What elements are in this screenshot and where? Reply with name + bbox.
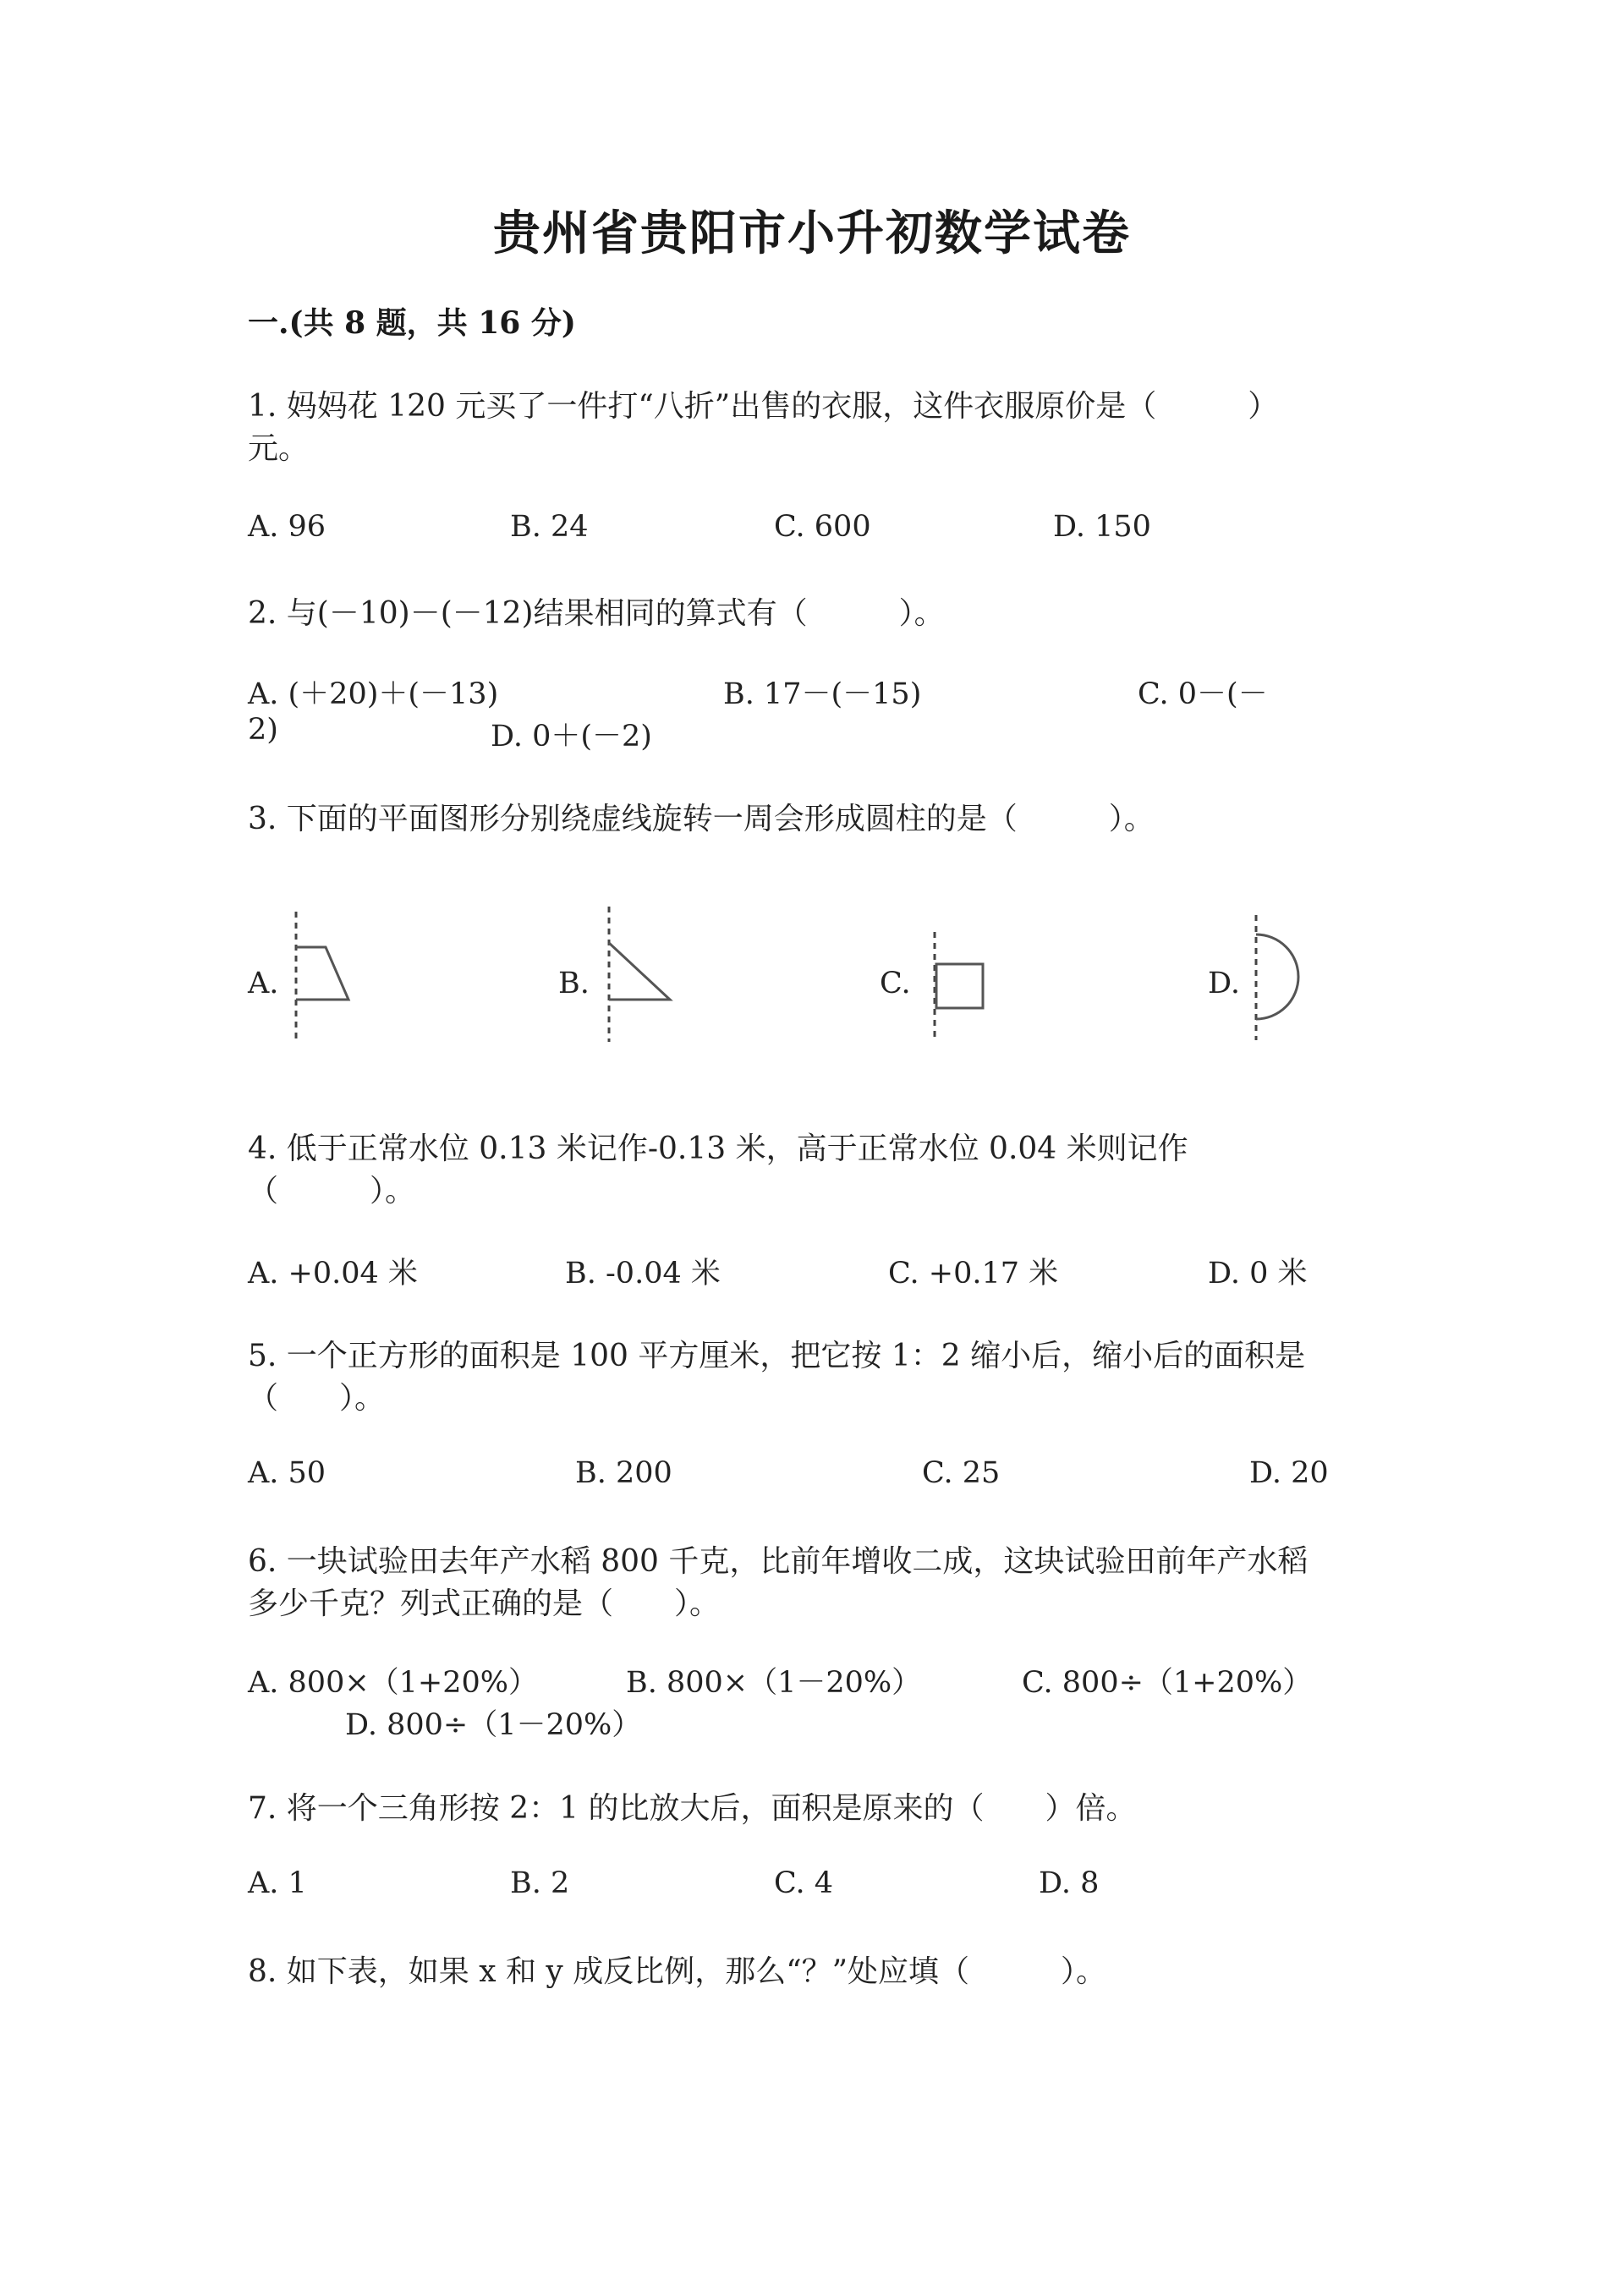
question-7-option-c[interactable]: C. 4 xyxy=(774,1866,834,1900)
figure-rectangle xyxy=(918,905,1036,1049)
question-4-option-a[interactable]: A. +0.04 米 xyxy=(248,1257,418,1290)
question-1-option-c[interactable]: C. 600 xyxy=(774,510,871,544)
figure-semicircle xyxy=(1237,905,1356,1049)
question-2-option-d[interactable]: D. 0＋(－2) xyxy=(491,720,652,753)
question-2-option-a[interactable]: A. (＋20)＋(－13) xyxy=(248,677,499,711)
figure-right-triangle xyxy=(592,905,710,1049)
question-5-option-d[interactable]: D. 20 xyxy=(1249,1456,1329,1490)
question-6-text-cont: 多少千克？列式正确的是（ ）。 xyxy=(248,1586,721,1621)
figure-trapezoid xyxy=(279,905,398,1049)
question-4-option-d[interactable]: D. 0 米 xyxy=(1208,1257,1308,1290)
question-3-option-b[interactable]: B. xyxy=(558,967,590,1000)
question-4-text-cont: （ ）。 xyxy=(248,1174,416,1208)
question-2-option-c[interactable]: C. 0－(－ xyxy=(1138,677,1268,711)
question-2-text: 2. 与(－10)－(－12)结果相同的算式有（ ）。 xyxy=(248,596,945,631)
question-8-text: 8. 如下表，如果 x 和 y 成反比例，那么“？”处应填（ ）。 xyxy=(248,1954,1107,1989)
question-6-option-c[interactable]: C. 800÷（1+20%） xyxy=(1022,1666,1313,1700)
question-1-text: 1. 妈妈花 120 元买了一件打“八折”出售的衣服，这件衣服原价是（ ） xyxy=(248,389,1279,424)
question-5-text-cont: （ ）。 xyxy=(248,1381,386,1416)
question-4-option-c[interactable]: C. +0.17 米 xyxy=(888,1257,1059,1290)
question-1-option-d[interactable]: D. 150 xyxy=(1053,510,1151,544)
question-7-text: 7. 将一个三角形按 2：1 的比放大后，面积是原来的（ ）倍。 xyxy=(248,1791,1137,1826)
question-5-text: 5. 一个正方形的面积是 100 平方厘米，把它按 1：2 缩小后，缩小后的面积是 xyxy=(248,1339,1306,1373)
question-7-option-a[interactable]: A. 1 xyxy=(248,1866,307,1900)
question-2-option-c-cont: 2) xyxy=(248,713,278,747)
question-3-option-c[interactable]: C. xyxy=(880,967,911,1000)
exam-title: 贵州省贵阳市小升初数学试卷 xyxy=(493,205,1131,261)
question-1-option-b[interactable]: B. 24 xyxy=(510,510,589,544)
question-6-text: 6. 一块试验田去年产水稻 800 千克，比前年增收二成，这块试验田前年产水稻 xyxy=(248,1544,1309,1579)
question-3-text: 3. 下面的平面图形分别绕虚线旋转一周会形成圆柱的是（ ）。 xyxy=(248,802,1155,836)
question-4-option-b[interactable]: B. -0.04 米 xyxy=(565,1257,721,1290)
question-5-option-c[interactable]: C. 25 xyxy=(922,1456,1001,1490)
question-5-option-b[interactable]: B. 200 xyxy=(575,1456,672,1490)
question-7-option-b[interactable]: B. 2 xyxy=(510,1866,570,1900)
question-3-option-d[interactable]: D. xyxy=(1208,967,1240,1000)
question-1-text-cont: 元。 xyxy=(248,431,310,466)
question-7-option-d[interactable]: D. 8 xyxy=(1039,1866,1100,1900)
question-5-option-a[interactable]: A. 50 xyxy=(248,1456,326,1490)
question-6-option-b[interactable]: B. 800×（1－20%） xyxy=(626,1666,922,1700)
question-6-option-a[interactable]: A. 800×（1+20%） xyxy=(248,1666,539,1700)
question-1-option-a[interactable]: A. 96 xyxy=(248,510,326,544)
question-6-option-d[interactable]: D. 800÷（1－20%） xyxy=(345,1708,642,1742)
question-3-option-a[interactable]: A. xyxy=(248,967,279,1000)
question-2-option-b[interactable]: B. 17－(－15) xyxy=(723,677,922,711)
section-heading: 一.(共 8 题，共 16 分) xyxy=(248,305,576,341)
question-4-text: 4. 低于正常水位 0.13 米记作-0.13 米，高于正常水位 0.04 米则记作 xyxy=(248,1132,1188,1166)
